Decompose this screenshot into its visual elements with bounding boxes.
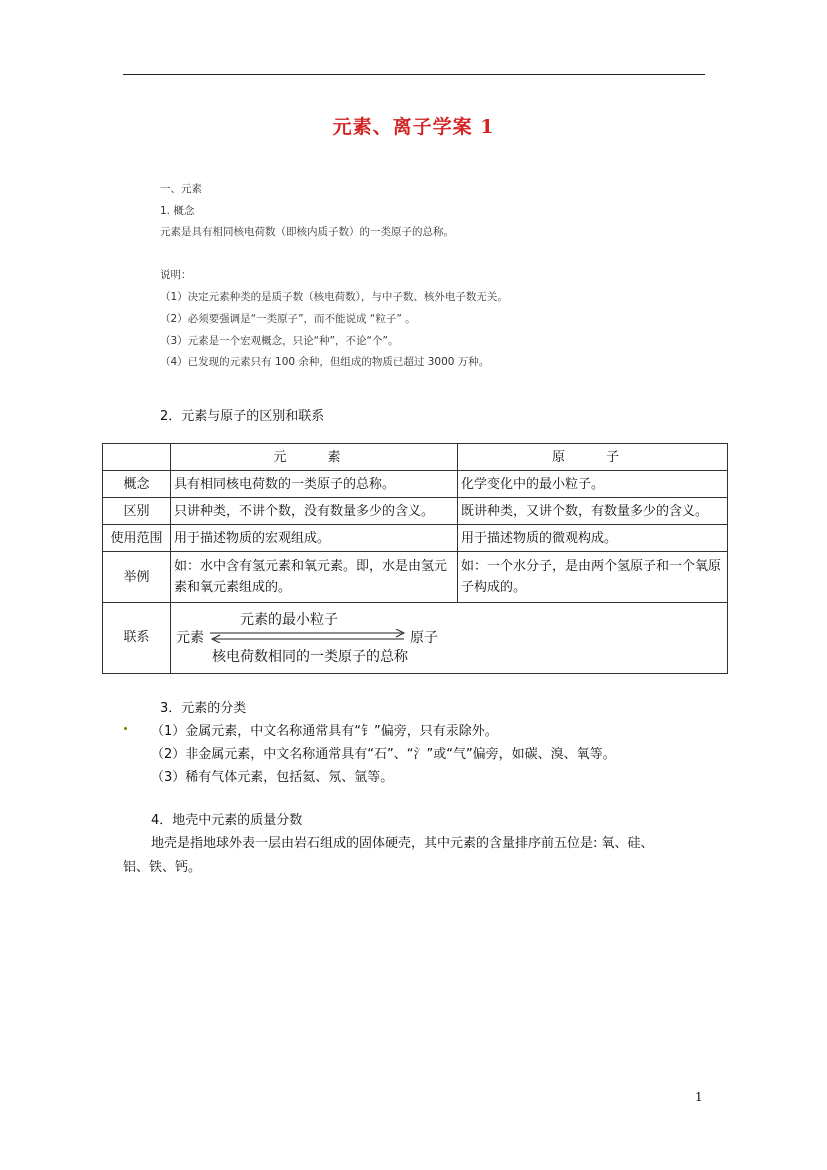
relation-top-label: 元素的最小粒子 [240, 611, 338, 628]
comparison-table [102, 443, 728, 674]
section3-heading: 3．元素的分类 [160, 701, 247, 716]
atom-cell: 用于描述物质的微观构成。 [458, 525, 728, 552]
row-label: 区别 [103, 498, 171, 525]
page-number: 1 [695, 1090, 703, 1104]
bullet-mark [124, 727, 127, 730]
element-definition: 元素是具有相同核电荷数（即核内质子数）的一类原子的总称。 [160, 226, 454, 238]
note-item: （1）决定元素种类的是质子数（核电荷数），与中子数、核外电子数无关。 [160, 291, 508, 303]
table-row [103, 602, 728, 673]
header-element: 元 素 [171, 444, 458, 471]
section2-heading: 2．元素与原子的区别和联系 [160, 409, 325, 424]
crust-paragraph-line: 地壳是指地球外表一层由岩石组成的固体硬壳，其中元素的含量排序前五位是: 氧、硅、 [151, 836, 654, 851]
element-cell: 用于描述物质的宏观组成。 [171, 525, 458, 552]
relation-right-label: 原子 [410, 629, 438, 646]
note-label: 说明： [160, 269, 192, 281]
row-label: 联系 [103, 602, 171, 673]
section4-heading: 4．地壳中元素的质量分数 [151, 813, 303, 828]
note-item: （4）已发现的元素只有 100 余种，但组成的物质已超过 3000 万种。 [160, 356, 490, 368]
row-label: 使用范围 [103, 525, 171, 552]
element-cell: 只讲种类，不讲个数，没有数量多少的含义。 [171, 498, 458, 525]
table-header-row [103, 444, 728, 471]
classification-item: （3）稀有气体元素，包括氦、氖、氩等。 [151, 770, 394, 785]
row-label: 举例 [103, 552, 171, 602]
section1-sub: 1. 概念 [160, 205, 195, 217]
header-atom: 原 子 [458, 444, 728, 471]
table-corner-cell [103, 444, 171, 471]
relation-diagram [174, 606, 724, 670]
atom-cell: 既讲种类，又讲个数，有数量多少的含义。 [458, 498, 728, 525]
note-item: （2）必须要强调是“一类原子”，而不能说成 “粒子” 。 [160, 313, 416, 325]
crust-paragraph-line: 铝、铁、钙。 [123, 860, 202, 875]
header-rule [123, 74, 705, 75]
table-row [103, 552, 728, 602]
table-row [103, 498, 728, 525]
classification-item: （2）非金属元素，中文名称通常具有“石”、“氵”或“气”偏旁，如碳、溴、氧等。 [151, 747, 616, 762]
table-row [103, 471, 728, 498]
element-cell: 具有相同核电荷数的一类原子的总称。 [171, 471, 458, 498]
relation-cell [171, 602, 728, 673]
relation-bottom-label: 核电荷数相同的一类原子的总称 [212, 648, 408, 665]
section1-heading: 一、元素 [160, 183, 202, 195]
atom-cell: 化学变化中的最小粒子。 [458, 471, 728, 498]
atom-cell: 如：一个水分子，是由两个氢原子和一个氧原子构成的。 [458, 552, 728, 602]
classification-item: （1）金属元素，中文名称通常具有“钅”偏旁，只有汞除外。 [151, 724, 498, 739]
double-arrow-icon [208, 629, 408, 643]
row-label: 概念 [103, 471, 171, 498]
relation-left-label: 元素 [176, 629, 204, 646]
note-item: （3）元素是一个宏观概念，只论“种”，不论“个”。 [160, 335, 399, 347]
table-row [103, 525, 728, 552]
element-cell: 如：水中含有氢元素和氧元素。即，水是由氢元素和氧元素组成的。 [171, 552, 458, 602]
page-title: 元素、离子学案 1 [332, 116, 495, 138]
